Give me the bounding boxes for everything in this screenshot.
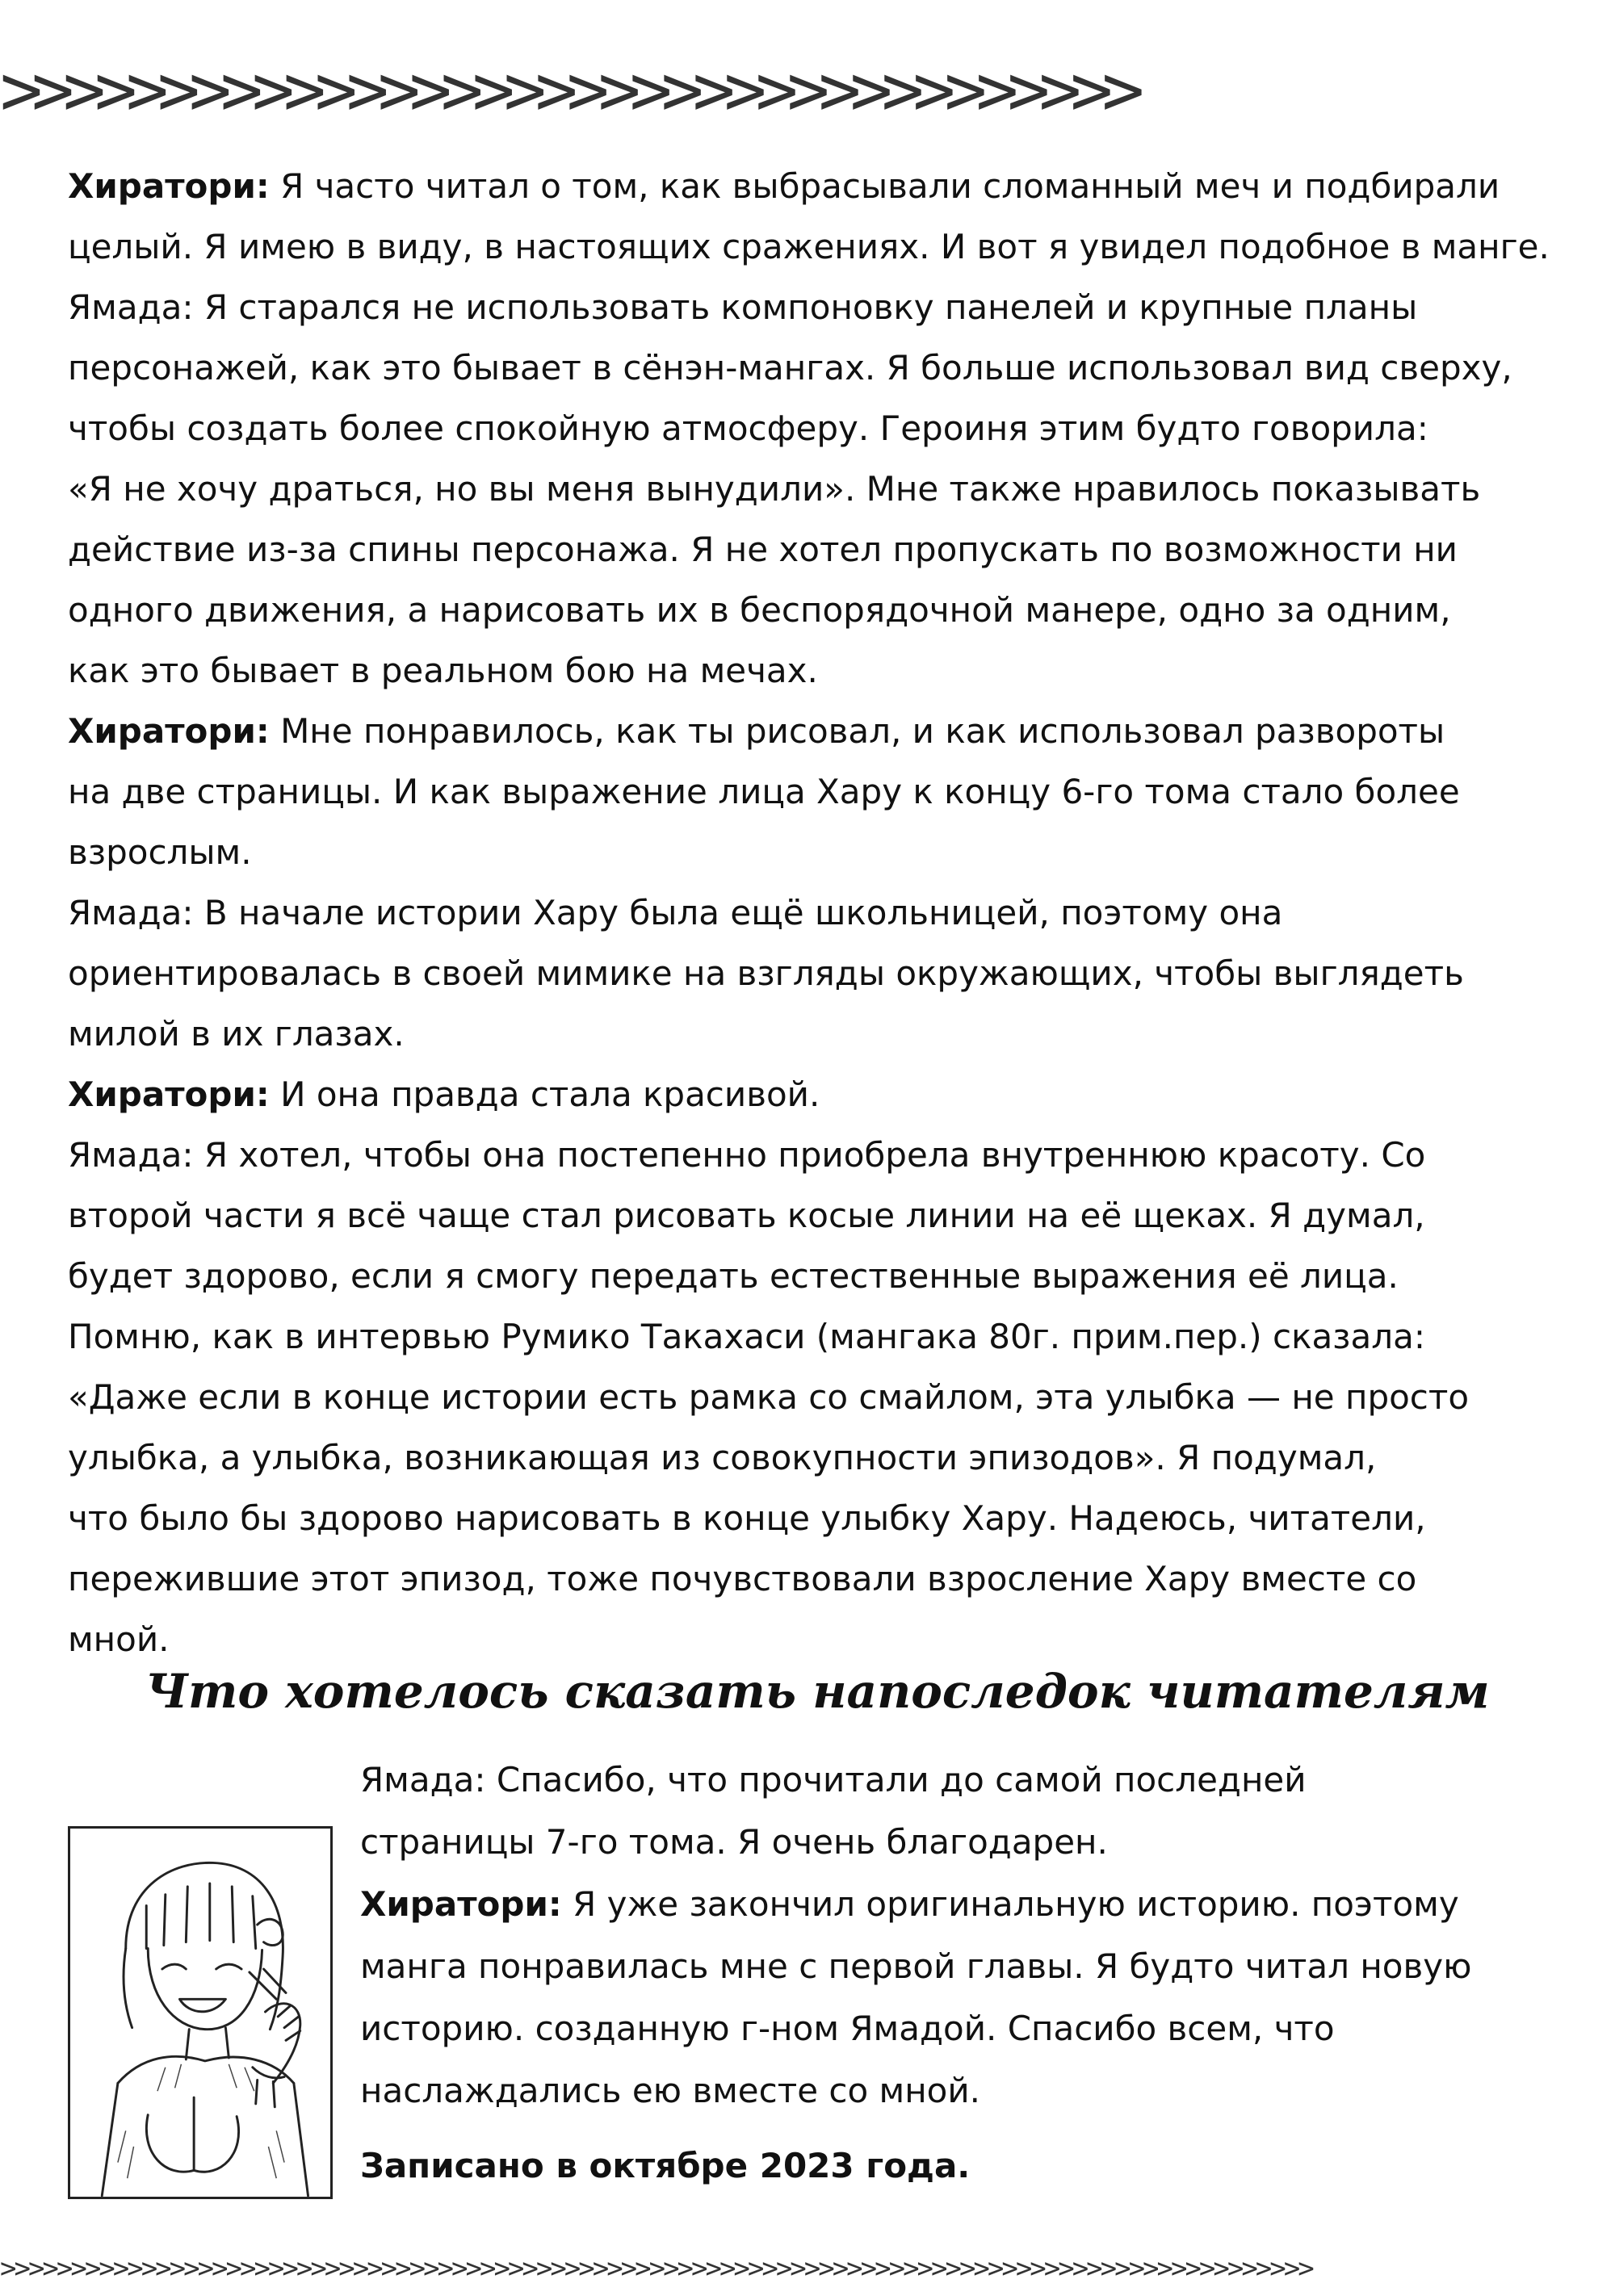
interview-line	[68, 1127, 1586, 1183]
bottom-chevron-border: >>>>>>>>>>>>>>>>>>>>>>>>>>>>>>>>>>>>>>>>>>>>>>>>>>>>>>>>>>>>>>>>>>>>>>>>>>>>>>>>>>>>>>>>>>>>>	[0, 2252, 1312, 2285]
interview-line: пережившие этот эпизод, тоже почувствовали взросление Хару вместе со	[68, 1559, 1417, 1598]
final-line: манга понравилась мне с первой главы. Я будто читал новую	[360, 1946, 1472, 1986]
interview-line: улыбка, а улыбка, возникающая из совокупности эпизодов». Я подумал,	[68, 1438, 1377, 1477]
interview-line: ориентировалась в своей мимике на взгляды окружающих, чтобы выглядеть	[68, 953, 1464, 993]
interview-line: будет здорово, если я смогу передать естественные выражения её лица.	[68, 1256, 1399, 1296]
interview-line	[68, 703, 1586, 759]
line-text: Я часто читал о том, как выбрасывали сломанный меч и подбирали	[280, 166, 1500, 206]
line-text: И она правда стала красивой.	[280, 1075, 820, 1114]
interview-body	[68, 158, 1586, 1672]
interview-line: как это бывает в реальном бою на мечах.	[68, 651, 818, 690]
interview-line: что было бы здорово нарисовать в конце улыбку Хару. Надеюсь, читатели,	[68, 1498, 1426, 1538]
interview-line: милой в их глазах.	[68, 1014, 405, 1054]
line-text: Я уже закончил оригинальную историю. поэтому	[573, 1884, 1459, 1924]
speaker-name: Ямада:	[68, 1135, 194, 1175]
line-text: Спасибо, что прочитали до самой последней	[496, 1760, 1307, 1800]
speaker-name: Хиратори:	[68, 711, 270, 751]
line-text: Я хотел, чтобы она постепенно приобрела внутреннюю красоту. Со	[203, 1135, 1426, 1175]
top-chevron-border: >>>>>>>>>>>>>>>>>>>>>>>>>>>>>>>>>>>>	[0, 50, 1134, 131]
final-line: наслаждались ею вместе со мной.	[360, 2071, 981, 2110]
final-message	[360, 1752, 1588, 2200]
speaker-name: Ямада:	[68, 287, 194, 327]
character-portrait-illustration	[68, 1826, 333, 2199]
interview-line: персонажей, как это бывает в сёнэн-мангах. Я больше использовал вид сверху,	[68, 348, 1512, 388]
final-line: страницы 7-го тома. Я очень благодарен.	[360, 1822, 1108, 1862]
line-text: Мне понравилось, как ты рисовал, и как использовал развороты	[280, 711, 1445, 751]
interview-line: мной.	[68, 1619, 170, 1659]
speaker-name: Хиратори:	[68, 1075, 270, 1114]
section-heading: Что хотелось сказать напоследок читателям	[145, 1664, 1490, 1719]
speaker-name: Ямада:	[360, 1760, 486, 1800]
interview-line: действие из-за спины персонажа. Я не хотел пропускать по возможности ни	[68, 530, 1458, 569]
girl-illustration-icon	[70, 1829, 330, 2197]
interview-line: на две страницы. И как выражение лица Хару к концу 6-го тома стало более	[68, 772, 1460, 811]
final-line	[360, 1876, 1588, 1932]
interview-line: чтобы создать более спокойную атмосферу. Героиня этим будто говорила:	[68, 409, 1428, 448]
final-line: историю. созданную г-ном Ямадой. Спасибо всем, что	[360, 2009, 1335, 2048]
speaker-name: Хиратори:	[360, 1884, 562, 1924]
speaker-name: Хиратори:	[68, 166, 270, 206]
interview-line	[68, 279, 1586, 335]
line-text: Я старался не использовать компоновку панелей и крупные планы	[203, 287, 1418, 327]
line-text: В начале истории Хару была ещё школьницей, поэтому она	[203, 893, 1283, 932]
interview-line: целый. Я имею в виду, в настоящих сражениях. И вот я увидел подобное в манге.	[68, 227, 1550, 266]
interview-line	[68, 885, 1586, 941]
interview-line: взрослым.	[68, 832, 252, 872]
final-line	[360, 1752, 1588, 1808]
interview-line: «Я не хочу драться, но вы меня вынудили». Мне также нравилось показывать	[68, 469, 1481, 509]
interview-line	[68, 158, 1586, 214]
recorded-date-note: Записано в октябре 2023 года.	[360, 2146, 971, 2185]
interview-line: одного движения, а нарисовать их в беспорядочной манере, одно за одним,	[68, 590, 1451, 630]
interview-line: «Даже если в конце истории есть рамка со смайлом, эта улыбка — не просто	[68, 1377, 1470, 1417]
interview-line: Помню, как в интервью Румико Такахаси (мангака 80г. прим.пер.) сказала:	[68, 1317, 1425, 1356]
interview-line	[68, 1066, 1586, 1122]
interview-line: второй части я всё чаще стал рисовать косые линии на её щеках. Я думал,	[68, 1196, 1425, 1235]
speaker-name: Ямада:	[68, 893, 194, 932]
